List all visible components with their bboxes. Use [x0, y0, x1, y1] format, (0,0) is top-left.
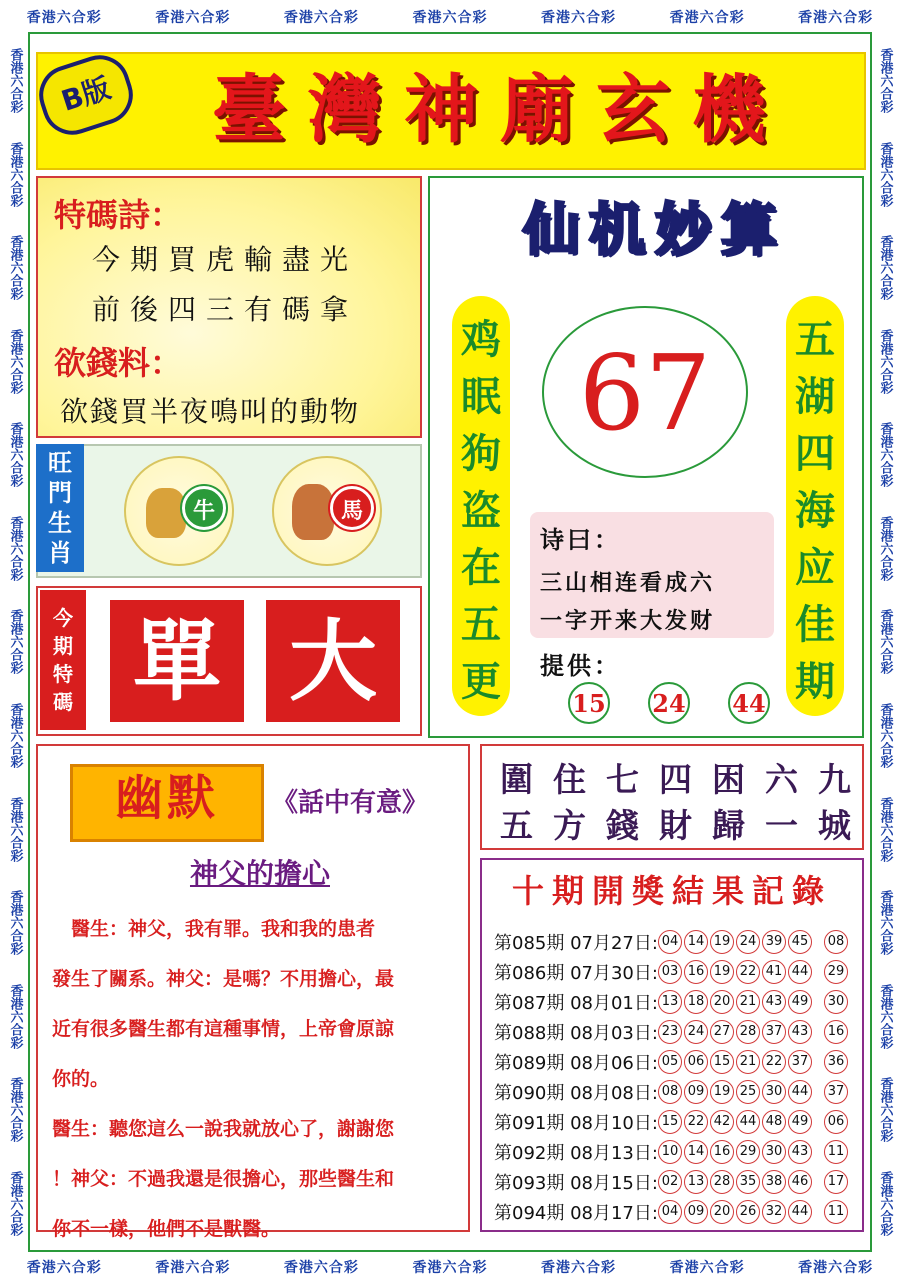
record-number: 20 — [710, 990, 734, 1014]
border-text: 香港六合彩 — [7, 48, 23, 114]
border-text: 香港六合彩 — [877, 702, 893, 768]
humor-badge — [70, 764, 264, 842]
record-label: 第086期 07月30日: — [494, 963, 658, 984]
record-number: 08 — [658, 1080, 682, 1104]
record-row — [494, 988, 858, 1016]
record-number: 37 — [762, 1020, 786, 1044]
record-row — [494, 1138, 858, 1166]
story-line: 發生了關系。神父：是嗎？不用擔心，最 — [52, 968, 395, 990]
right-border-band — [870, 34, 900, 1250]
record-row — [494, 1048, 858, 1076]
record-number: 09 — [684, 1080, 708, 1104]
record-number: 28 — [736, 1020, 760, 1044]
record-row — [494, 1018, 858, 1046]
record-label: 第094期 08月17日: — [494, 1203, 658, 1224]
zodiac-horse-medallion — [272, 456, 382, 566]
story-line: 醫生：神父，我有罪。我和我的患者 — [52, 918, 376, 940]
special-label — [40, 590, 86, 730]
xianji-title: 仙机妙算 — [523, 197, 787, 263]
border-text: 香港六合彩 — [7, 609, 23, 675]
record-number: 15 — [658, 1110, 682, 1134]
record-number: 14 — [684, 1140, 708, 1164]
zodiac-ox-medallion — [124, 456, 234, 566]
left-verse-capsule — [452, 296, 510, 716]
city-verse-line-2: 五方錢財歸一城 — [500, 806, 871, 845]
story-line: 近有很多醫生都有這種事情，上帝會原諒 — [52, 1018, 395, 1040]
record-number: 30 — [762, 1140, 786, 1164]
record-row — [494, 928, 858, 956]
poem-line-a: 三山相连看成六 — [540, 570, 716, 596]
record-special-number: 08 — [824, 930, 848, 954]
zodiac-label — [36, 444, 84, 572]
border-text: 香港六合彩 — [541, 1260, 617, 1276]
verse-char: 在 — [461, 544, 501, 591]
record-row — [494, 1078, 858, 1106]
record-number: 05 — [658, 1050, 682, 1074]
record-number: 26 — [736, 1200, 760, 1224]
border-text: 香港六合彩 — [7, 235, 23, 301]
record-special-number: 30 — [824, 990, 848, 1014]
verse-char: 鸡 — [461, 316, 501, 363]
record-label: 第087期 08月01日: — [494, 993, 658, 1014]
record-number: 18 — [684, 990, 708, 1014]
record-number: 49 — [788, 1110, 812, 1134]
poem-line-2: 前後四三有碼拿 — [92, 293, 359, 326]
humor-subtitle: 《話中有意》 — [272, 788, 429, 818]
record-row — [494, 1198, 858, 1226]
verse-char: 盗 — [461, 487, 501, 534]
border-text: 香港六合彩 — [877, 1170, 893, 1236]
poem-line-b: 一字开来大发财 — [540, 608, 716, 634]
humor-story — [52, 904, 462, 1254]
record-number: 06 — [684, 1050, 708, 1074]
border-text: 香港六合彩 — [155, 10, 231, 26]
poem-line-1: 今期買虎輸盡光 — [92, 243, 359, 276]
record-number: 46 — [788, 1170, 812, 1194]
provide-number: 24 — [648, 682, 690, 724]
border-text: 香港六合彩 — [669, 10, 745, 26]
special-label-char: 今 — [53, 606, 73, 630]
big-box: 大 — [266, 600, 400, 722]
record-label: 第088期 08月03日: — [494, 1023, 658, 1044]
top-border-band — [0, 0, 900, 34]
border-text: 香港六合彩 — [283, 10, 359, 26]
record-number: 19 — [710, 930, 734, 954]
border-text: 香港六合彩 — [7, 796, 23, 862]
special-poem-heading: 特碼詩： — [54, 196, 183, 234]
record-number: 19 — [710, 1080, 734, 1104]
border-text: 香港六合彩 — [412, 10, 488, 26]
ox-ball: 牛 — [182, 486, 226, 530]
record-number: 43 — [762, 990, 786, 1014]
record-number: 30 — [762, 1080, 786, 1104]
story-line: 醫生：聽您這么一說我就放心了，謝謝您 — [52, 1118, 395, 1140]
record-number: 16 — [710, 1140, 734, 1164]
border-text: 香港六合彩 — [877, 422, 893, 488]
record-special-number: 29 — [824, 960, 848, 984]
border-text: 香港六合彩 — [7, 702, 23, 768]
record-number: 21 — [736, 990, 760, 1014]
verse-char: 更 — [461, 658, 501, 705]
verse-char: 五 — [461, 601, 501, 648]
record-number: 39 — [762, 930, 786, 954]
border-text: 香港六合彩 — [877, 609, 893, 675]
border-text: 香港六合彩 — [7, 328, 23, 394]
odd-box: 單 — [110, 600, 244, 722]
record-number: 24 — [736, 930, 760, 954]
record-number: 16 — [684, 960, 708, 984]
zodiac-label-char: 旺 — [48, 448, 72, 477]
border-text: 香港六合彩 — [26, 1260, 102, 1276]
record-number: 44 — [788, 1080, 812, 1104]
record-special-number: 11 — [824, 1140, 848, 1164]
record-row — [494, 958, 858, 986]
verse-char: 应 — [795, 544, 835, 591]
left-border-band — [0, 34, 30, 1250]
record-number: 23 — [658, 1020, 682, 1044]
record-number: 03 — [658, 960, 682, 984]
record-number: 35 — [736, 1170, 760, 1194]
border-text: 香港六合彩 — [7, 141, 23, 207]
record-special-number: 06 — [824, 1110, 848, 1134]
record-number: 09 — [684, 1200, 708, 1224]
record-label: 第093期 08月15日: — [494, 1173, 658, 1194]
record-row — [494, 1108, 858, 1136]
record-label: 第090期 08月08日: — [494, 1083, 658, 1104]
record-label: 第092期 08月13日: — [494, 1143, 658, 1164]
right-verse-capsule — [786, 296, 844, 716]
record-number: 04 — [658, 930, 682, 954]
record-number: 25 — [736, 1080, 760, 1104]
record-label: 第091期 08月10日: — [494, 1113, 658, 1134]
record-special-number: 17 — [824, 1170, 848, 1194]
record-number: 22 — [736, 960, 760, 984]
record-number: 41 — [762, 960, 786, 984]
record-number: 24 — [684, 1020, 708, 1044]
humor-badge-text: 幽默 — [114, 770, 219, 826]
border-text: 香港六合彩 — [798, 10, 874, 26]
page-title: 臺灣神廟玄機 — [212, 67, 788, 153]
border-text: 香港六合彩 — [7, 890, 23, 956]
record-number: 44 — [736, 1110, 760, 1134]
bottom-border-band — [0, 1250, 900, 1284]
special-label-char: 特 — [53, 662, 73, 686]
record-number: 22 — [762, 1050, 786, 1074]
special-label-char: 期 — [53, 634, 73, 658]
verse-char: 佳 — [795, 601, 835, 648]
border-text: 香港六合彩 — [877, 890, 893, 956]
record-special-number: 11 — [824, 1200, 848, 1224]
records-title: 十期開獎結果記錄 — [511, 872, 832, 910]
record-number: 32 — [762, 1200, 786, 1224]
record-number: 44 — [788, 960, 812, 984]
record-number: 43 — [788, 1020, 812, 1044]
record-number: 49 — [788, 990, 812, 1014]
record-number: 15 — [710, 1050, 734, 1074]
record-number: 22 — [684, 1110, 708, 1134]
border-text: 香港六合彩 — [877, 983, 893, 1049]
verse-char: 期 — [795, 658, 835, 705]
border-text: 香港六合彩 — [877, 235, 893, 301]
city-verse-line-1: 圍住七四困六九 — [500, 760, 871, 799]
zodiac-label-char: 門 — [48, 478, 72, 507]
record-special-number: 37 — [824, 1080, 848, 1104]
verse-char: 眠 — [461, 373, 501, 420]
horse-icon — [292, 484, 334, 540]
record-number: 04 — [658, 1200, 682, 1224]
border-text: 香港六合彩 — [7, 983, 23, 1049]
ox-icon — [146, 488, 186, 538]
border-text: 香港六合彩 — [7, 1077, 23, 1143]
record-number: 19 — [710, 960, 734, 984]
border-text: 香港六合彩 — [7, 515, 23, 581]
record-number: 45 — [788, 930, 812, 954]
story-line: ！神父：不過我還是很擔心，那些醫生和 — [52, 1168, 395, 1190]
record-number: 43 — [788, 1140, 812, 1164]
record-special-number: 36 — [824, 1050, 848, 1074]
record-number: 02 — [658, 1170, 682, 1194]
record-number: 10 — [658, 1140, 682, 1164]
record-row — [494, 1168, 858, 1196]
money-clue-heading: 欲錢料： — [54, 344, 183, 382]
border-text: 香港六合彩 — [877, 796, 893, 862]
record-number: 44 — [788, 1200, 812, 1224]
border-text: 香港六合彩 — [283, 1260, 359, 1276]
record-number: 28 — [710, 1170, 734, 1194]
border-text: 香港六合彩 — [877, 328, 893, 394]
border-text: 香港六合彩 — [877, 48, 893, 114]
verse-char: 四 — [795, 430, 835, 477]
record-special-number: 16 — [824, 1020, 848, 1044]
record-number: 29 — [736, 1140, 760, 1164]
horse-ball: 馬 — [330, 486, 374, 530]
border-text: 香港六合彩 — [877, 515, 893, 581]
border-text: 香港六合彩 — [877, 141, 893, 207]
record-number: 37 — [788, 1050, 812, 1074]
border-text: 香港六合彩 — [26, 10, 102, 26]
verse-char: 狗 — [461, 430, 501, 477]
special-number-circle: 67 — [542, 306, 748, 478]
border-text: 香港六合彩 — [155, 1260, 231, 1276]
verse-char: 五 — [795, 316, 835, 363]
record-label: 第089期 08月06日: — [494, 1053, 658, 1074]
record-number: 20 — [710, 1200, 734, 1224]
story-line: 你的。 — [52, 1068, 110, 1090]
humor-story-title: 神父的擔心 — [189, 857, 330, 890]
record-label: 第085期 07月27日: — [494, 933, 658, 954]
story-line: 你不一樣，他們不是獸醫。 — [52, 1218, 281, 1240]
poem-heading: 诗曰： — [540, 525, 621, 554]
record-number: 27 — [710, 1020, 734, 1044]
record-number: 38 — [762, 1170, 786, 1194]
border-text: 香港六合彩 — [7, 422, 23, 488]
record-number: 14 — [684, 930, 708, 954]
border-text: 香港六合彩 — [541, 10, 617, 26]
record-number: 13 — [658, 990, 682, 1014]
border-text: 香港六合彩 — [412, 1260, 488, 1276]
provide-label: 提供： — [540, 651, 621, 680]
provide-number: 15 — [568, 682, 610, 724]
zodiac-label-char: 生 — [48, 508, 72, 537]
border-text: 香港六合彩 — [669, 1260, 745, 1276]
verse-char: 湖 — [795, 373, 835, 420]
version-badge: B版 — [31, 47, 140, 142]
record-number: 42 — [710, 1110, 734, 1134]
border-text: 香港六合彩 — [7, 1170, 23, 1236]
money-clue-line: 欲錢買半夜鳴叫的動物 — [60, 395, 361, 428]
record-number: 48 — [762, 1110, 786, 1134]
verse-char: 海 — [795, 487, 835, 534]
record-number: 21 — [736, 1050, 760, 1074]
border-text: 香港六合彩 — [798, 1260, 874, 1276]
record-number: 13 — [684, 1170, 708, 1194]
special-label-char: 碼 — [53, 690, 73, 714]
border-text: 香港六合彩 — [877, 1077, 893, 1143]
provide-number: 44 — [728, 682, 770, 724]
zodiac-label-char: 肖 — [48, 538, 72, 567]
